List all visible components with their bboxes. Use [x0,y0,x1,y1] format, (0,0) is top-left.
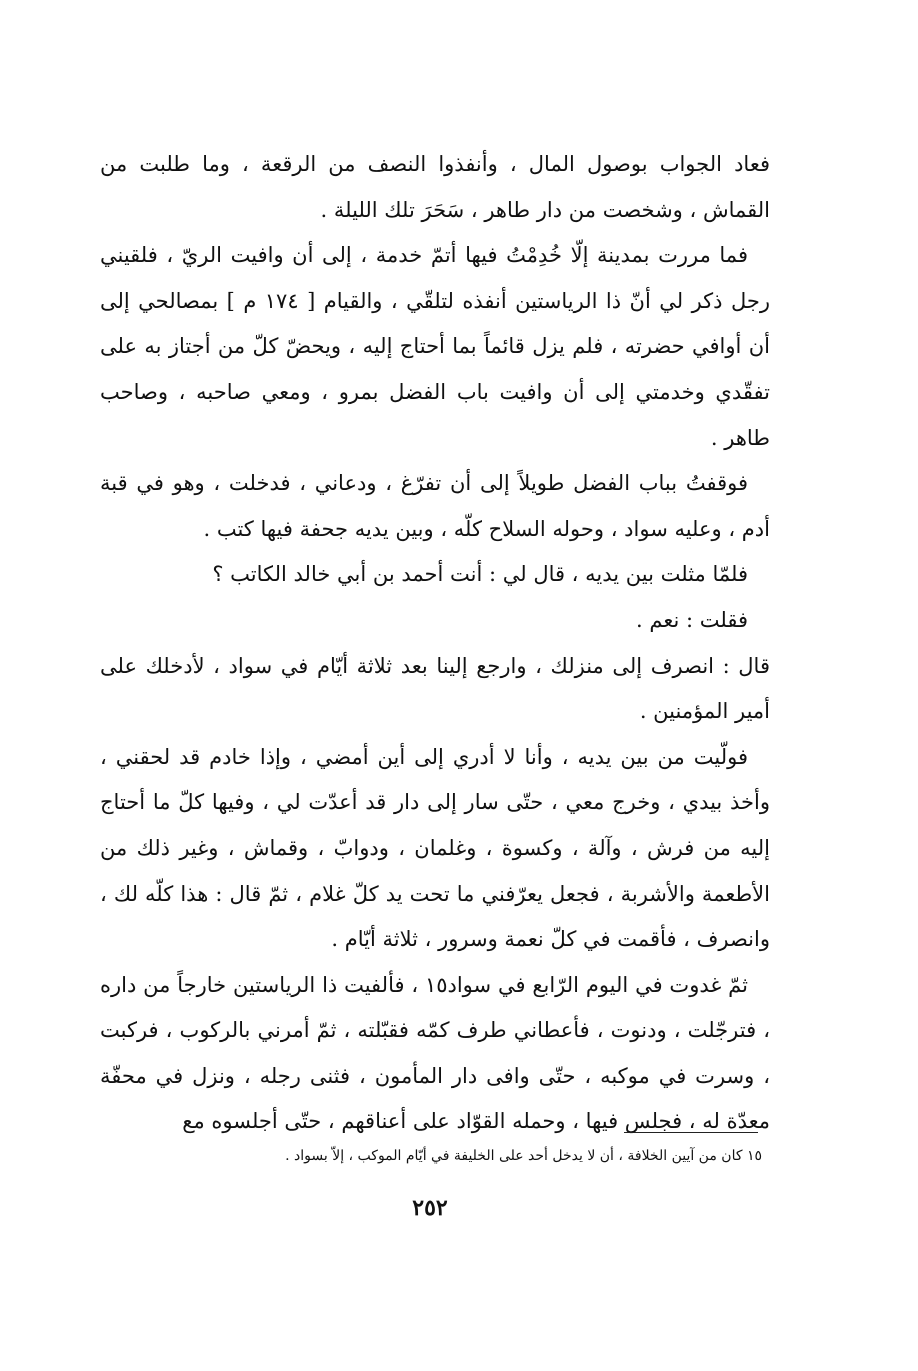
paragraph: فعاد الجواب بوصول المال ، وأنفذوا النصف من الرقعة ، وما طلبت من القماش ، وشخصت من دار طاهر ، سَحَرَ تلك الليلة . [100,152,770,222]
paragraph: فقلت : نعم . [636,607,748,632]
paragraph: قال : انصرف إلى منزلك ، وارجع إلينا بعد ثلاثة أيّام في سواد ، لأدخلك على أمير المؤمنين . [100,653,770,724]
paragraph: فما مررت بمدينة إلّا خُدِمْتُ فيها أتمّ خدمة ، إلى أن وافيت الريّ ، فلقيني رجل ذكر لي أنّ ذا الرياستين أنفذه لتلقّي ، والقيام [ ١٧٤ م ] بمصالحي إلى أن أوافي حضرته ، فلم يزل قائماً بما أحتاج إليه ، ويحضّ كلّ من أجتاز به على تفقّدي وخدمتي إلى أن وافيت باب الفضل بمرو ، ومعي صاحبه ، وصاحب طاهر . [100,243,771,450]
main-text [100,142,770,1145]
paragraph: فوقفتُ بباب الفضل طويلاً إلى أن تفرّغ ، ودعاني ، فدخلت ، وهو في قبة أدم ، وعليه سواد ، وحوله السلاح كلّه ، وبين يديه جحفة فيها كتب . [100,471,770,541]
paragraph: فلمّا مثلت بين يديه ، قال لي : أنت أحمد بن أبي خالد الكاتب ؟ [212,562,748,587]
footnote: ١٥ كان من آيين الخلافة ، أن لا يدخل أحد على الخليفة في أيّام الموكب ، إلاّ بسواد . [285,1148,762,1164]
paragraph: فولّيت من بين يديه ، وأنا لا أدري إلى أين أمضي ، وإذا خادم قد لحقني ، وأخذ بيدي ، وخرج معي ، حتّى سار إلى دار قد أعدّت لي ، وفيها كلّ ما أحتاج إليه من فرش ، وآلة ، وكسوة ، وغلمان ، ودوابّ ، وقماش ، وغير ذلك من الأطعمة والأشربة ، فجعل يعرّفني ما تحت يد كلّ غلام ، ثمّ قال : هذا كلّه لك ، وانصرف ، فأقمت في كلّ نعمة وسرور ، ثلاثة أيّام . [100,744,770,952]
page-number: ٢٥٢ [412,1195,448,1221]
footnote-divider [624,1132,758,1133]
paragraph: ثمّ غدوت في اليوم الرّابع في سواد١٥ ، فألفيت ذا الرياستين خارجاً من داره ، فترجّلت ، ودنوت ، فأعطاني طرف كمّه فقبّلته ، ثمّ أمرني بالركوب ، فركبت ، وسرت في موكبه ، حتّى وافى دار المأمون ، فثنى رجله ، ونزل في محفّة معدّة له ، فجلس فيها ، وحمله القوّاد على أعناقهم ، حتّى أجلسوه مع [100,972,770,1134]
